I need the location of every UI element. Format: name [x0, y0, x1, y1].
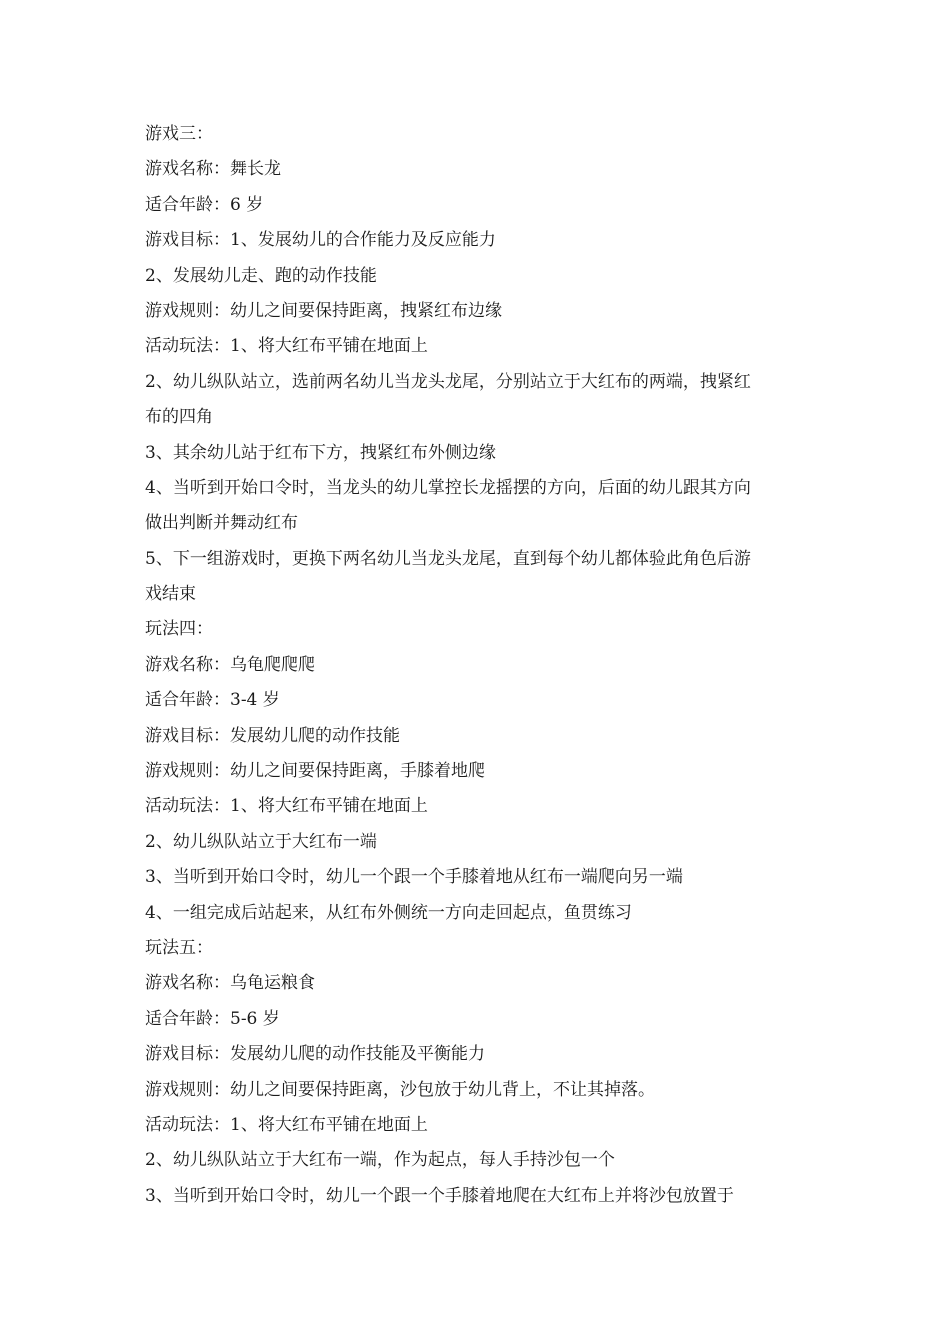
text-line: 适合年龄：3-4 岁 [145, 690, 280, 711]
text-line: 3、当听到开始口令时，幼儿一个跟一个手膝着地从红布一端爬向另一端 [145, 867, 683, 888]
text-line: 做出判断并舞动红布 [145, 513, 298, 534]
text-line: 活动玩法：1、将大红布平铺在地面上 [145, 1114, 428, 1135]
text-line: 2、发展幼儿走、跑的动作技能 [145, 265, 377, 286]
text-line: 游戏目标：发展幼儿爬的动作技能及平衡能力 [145, 1044, 485, 1065]
text-line: 4、一组完成后站起来，从红布外侧统一方向走回起点，鱼贯练习 [145, 902, 632, 923]
text-line: 游戏名称：舞长龙 [145, 159, 281, 180]
text-line: 活动玩法：1、将大红布平铺在地面上 [145, 796, 428, 817]
text-line: 布的四角 [145, 407, 213, 428]
text-line: 游戏名称：乌龟运粮食 [145, 973, 315, 994]
document-body [145, 117, 813, 1214]
text-line: 5、下一组游戏时，更换下两名幼儿当龙头龙尾，直到每个幼儿都体验此角色后游 [145, 548, 751, 569]
text-line: 适合年龄：6 岁 [145, 194, 264, 215]
text-line: 活动玩法：1、将大红布平铺在地面上 [145, 336, 428, 357]
text-line: 4、当听到开始口令时，当龙头的幼儿掌控长龙摇摆的方向，后面的幼儿跟其方向 [145, 477, 751, 498]
text-line: 2、幼儿纵队站立，选前两名幼儿当龙头龙尾，分别站立于大红布的两端，拽紧红 [145, 371, 751, 392]
text-line: 游戏规则：幼儿之间要保持距离，沙包放于幼儿背上，不让其掉落。 [145, 1079, 655, 1100]
text-line: 2、幼儿纵队站立于大红布一端，作为起点，每人手持沙包一个 [145, 1150, 615, 1171]
text-line: 游戏目标：1、发展幼儿的合作能力及反应能力 [145, 230, 496, 251]
heading-game-three: 游戏三： [145, 124, 213, 144]
text-line: 2、幼儿纵队站立于大红布一端 [145, 831, 377, 852]
text-line: 游戏名称：乌龟爬爬爬 [145, 654, 315, 675]
text-line: 戏结束 [145, 584, 196, 605]
text-line: 游戏目标：发展幼儿爬的动作技能 [145, 725, 400, 746]
heading-play-four: 玩法四： [145, 619, 213, 640]
text-line: 游戏规则：幼儿之间要保持距离，手膝着地爬 [145, 761, 485, 782]
text-line: 3、其余幼儿站于红布下方，拽紧红布外侧边缘 [145, 442, 496, 463]
heading-play-five: 玩法五： [145, 937, 213, 958]
text-line: 游戏规则：幼儿之间要保持距离，拽紧红布边缘 [145, 300, 502, 321]
text-line: 适合年龄：5-6 岁 [145, 1008, 280, 1029]
text-line: 3、当听到开始口令时，幼儿一个跟一个手膝着地爬在大红布上并将沙包放置于 [145, 1185, 734, 1206]
